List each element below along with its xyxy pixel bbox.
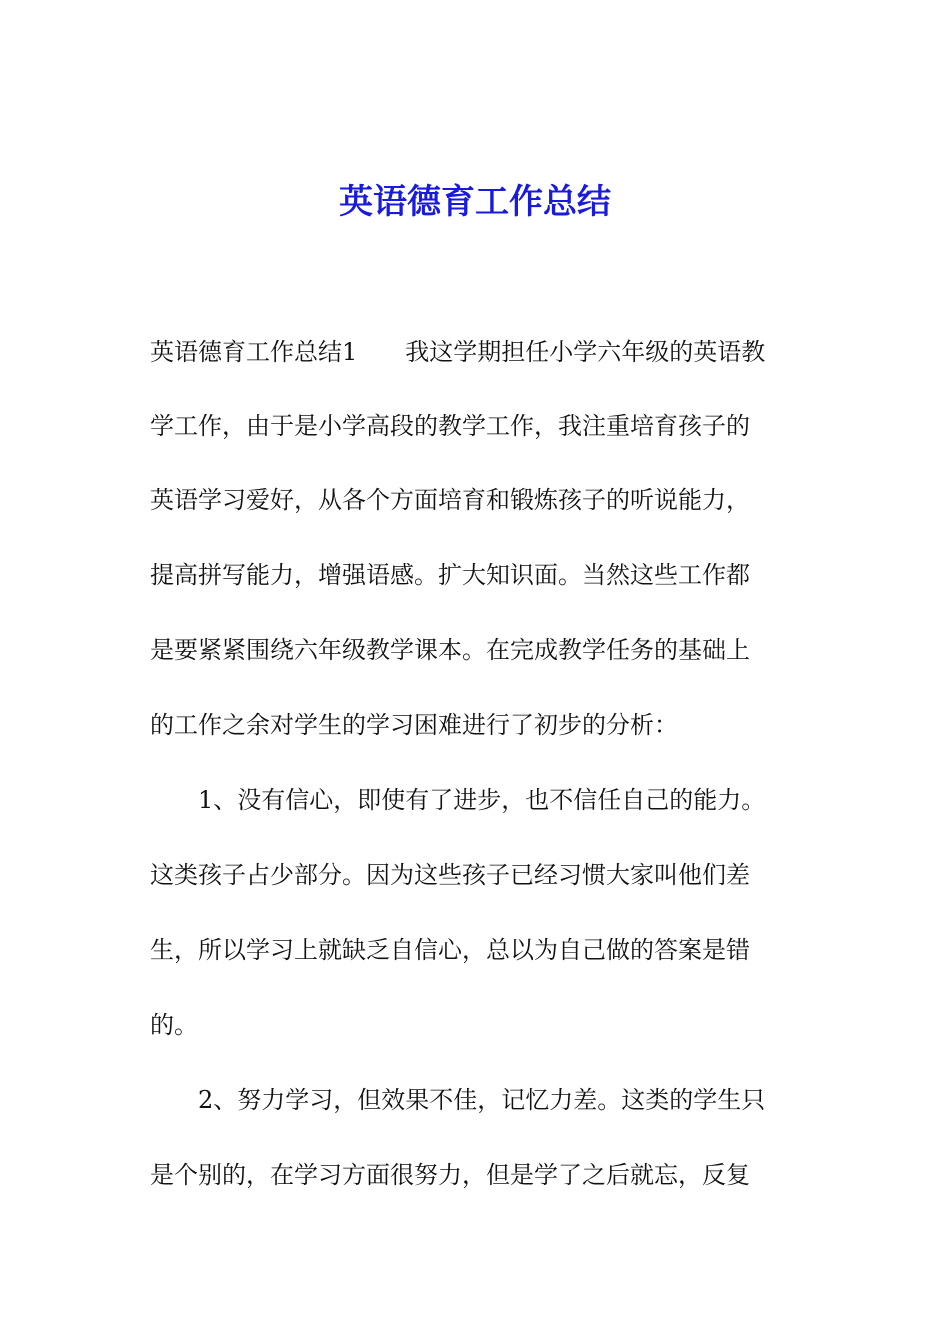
text-line-12: 是个别的，在学习方面很努力，但是学了之后就忘，反复 [150, 1161, 750, 1189]
text-line-9: 生，所以学习上就缺乏自信心，总以为自己做的答案是错 [150, 936, 750, 964]
text-line-1: 英语德育工作总结1 我这学期担任小学六年级的英语教 [150, 338, 766, 366]
text-line-6: 的工作之余对学生的学习困难进行了初步的分析： [150, 711, 678, 739]
text-line-8: 这类孩子占少部分。因为这些孩子已经习惯大家叫他们差 [150, 861, 750, 889]
text-line-3: 英语学习爱好，从各个方面培育和锻炼孩子的听说能力， [150, 486, 750, 514]
text-line-11: 2、努力学习，但效果不佳，记忆力差。这类的学生只 [150, 1086, 766, 1114]
text-line-2: 学工作，由于是小学高段的教学工作，我注重培育孩子的 [150, 412, 750, 440]
text-line-10: 的。 [150, 1011, 198, 1039]
text-line-5: 是要紧紧围绕六年级教学课本。在完成教学任务的基础上 [150, 636, 750, 664]
document-title: 英语德育工作总结 [339, 182, 611, 222]
text-line-4: 提高拼写能力，增强语感。扩大知识面。当然这些工作都 [150, 561, 750, 589]
text-line-7: 1、没有信心，即使有了进步，也不信任自己的能力。 [150, 786, 766, 814]
